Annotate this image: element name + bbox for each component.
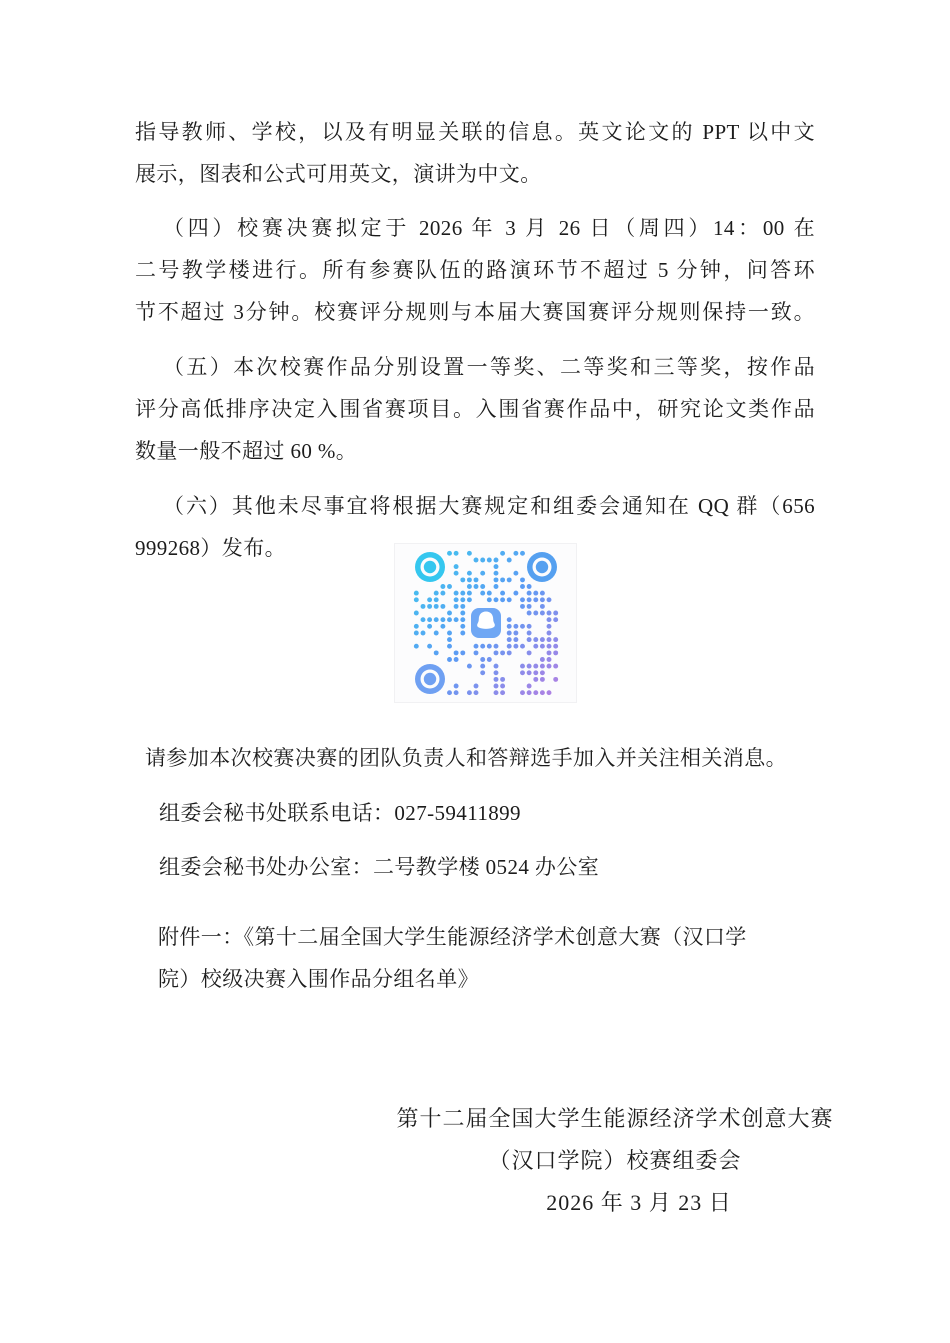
text-line: 节不超过 3分钟。校赛评分规则与本届大赛国赛评分规则保持一致。: [135, 300, 815, 324]
text-line: 数量一般不超过 60 %。: [135, 439, 358, 463]
text-line: 展示，图表和公式可用英文，演讲为中文。: [135, 162, 542, 186]
text-line: 999268）发布。: [135, 536, 286, 560]
signature-org-line-2: （汉口学院）校赛组委会: [488, 1148, 742, 1173]
text-line: 指导教师、学校，以及有明显关联的信息。英文论文的 PPT 以中文: [135, 120, 815, 144]
text-line: 附件一：《第十二届全国大学生能源经济学术创意大赛（汉口学: [158, 925, 747, 949]
text-line: （五）本次校赛作品分别设置一等奖、二等奖和三等奖，按作品: [163, 355, 815, 379]
contact-office-line: 组委会秘书处办公室：二号教学楼 0524 办公室: [159, 855, 600, 879]
text-line: 二号教学楼进行。所有参赛队伍的路演环节不超过 5 分钟，问答环: [135, 258, 815, 282]
join-notice-line: 请参加本次校赛决赛的团队负责人和答辩选手加入并关注相关消息。: [145, 746, 787, 770]
signature-block: [330, 1098, 900, 1224]
paragraph-item-4: [135, 207, 815, 333]
text-line: （六）其他未尽事宜将根据大赛规定和组委会通知在 QQ 群（656: [163, 494, 815, 518]
text-line: 评分高低排序决定入围省赛项目。入围省赛作品中，研究论文类作品: [135, 397, 815, 421]
paragraph-item-5: [135, 346, 815, 472]
text-line: 院）校级决赛入围作品分组名单》: [158, 967, 479, 991]
contact-phone-line: 组委会秘书处联系电话：027-59411899: [159, 801, 521, 825]
text-line: （四）校赛决赛拟定于 2026 年 3 月 26 日（周四）14：00 在: [163, 216, 815, 240]
qr-code-image: [413, 550, 559, 696]
paragraph-carryover: [135, 111, 815, 195]
attachment-block: [158, 916, 815, 1000]
signature-date-line: 2026 年 3 月 23 日: [546, 1190, 732, 1215]
signature-org-line-1: 第十二届全国大学生能源经济学术创意大赛: [396, 1106, 834, 1131]
qq-group-qr-code: [394, 543, 577, 703]
